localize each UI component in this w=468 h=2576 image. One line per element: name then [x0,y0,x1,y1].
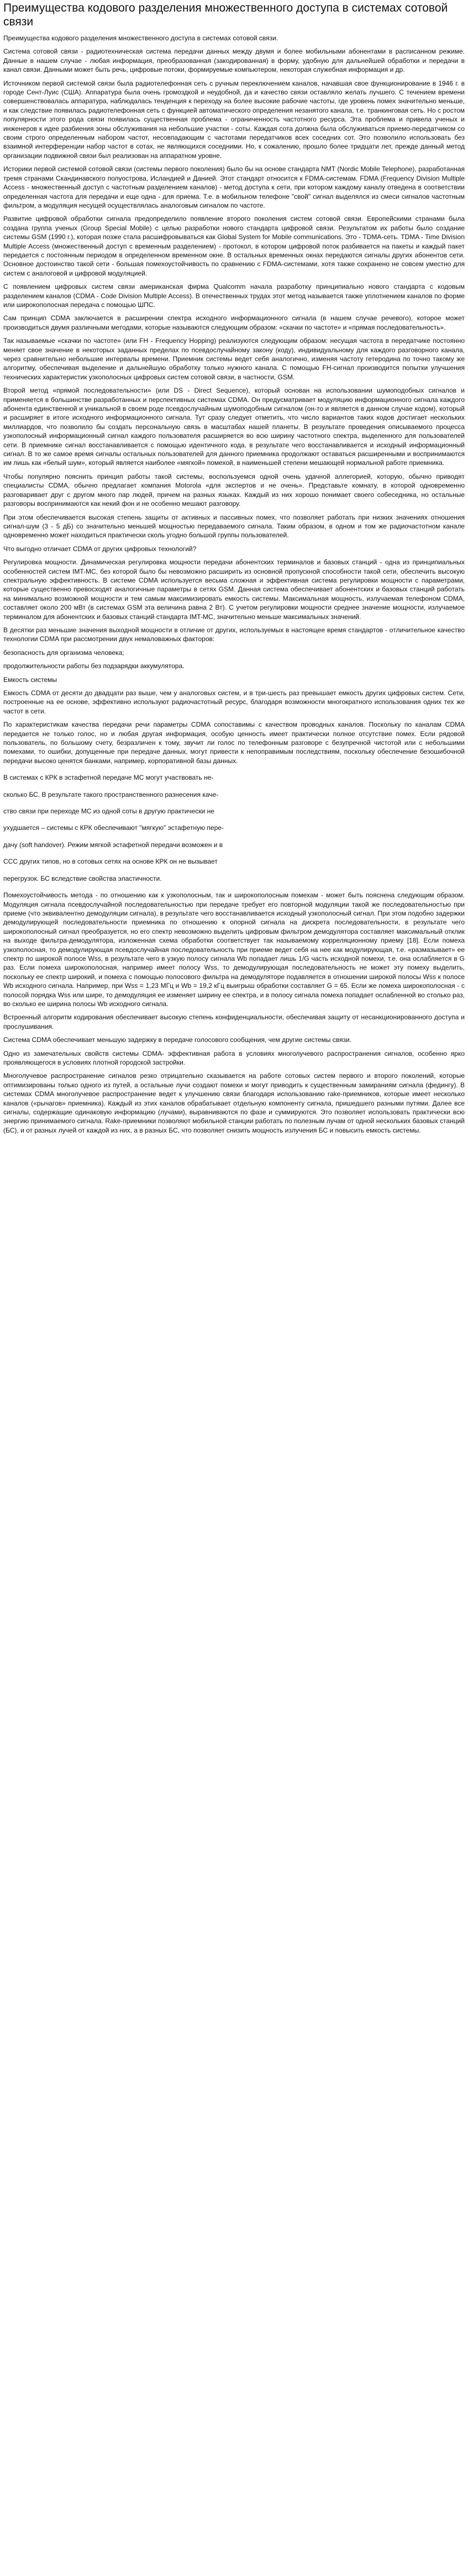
paragraph: Система сотовой связи - радиотехническая система передачи данных между двумя и более мобильными абонентами в расписанном режиме. Данные в нашем случае - любая информация, преобразованная (закодированная) в форму, удобную для дальнейшей обработки и передачи в канал связи. Данными может быть речь, цифровые потоки, формируемые компьютером, некоторая служебная информация и др. [3,47,465,74]
paragraph: Встроенный алгоритм кодирования обеспечивает высокую степень конфиденциальности, обеспечивая защиту от несанкционированного доступа и прослушивания. [3,1013,465,1030]
paragraph: Источником первой системой связи была радиотелефонная сеть с ручным переключением каналов, начавшая свое функционирование в 1946 г. в городе Сент-Луис (США). Аппаратура была очень громоздкой и неудобной, да и качество связи оставляло желать лучшего. С течением времени совершенствовалась аппаратура, наблюдалась тенденция к переходу на более высокие рабочие частоты, где уровень помех значительно меньше, и как следствие появилась радиотелефонная сеть с функцией автоматического определения незанятого канала, т.е. транкинговая сеть. Но с ростом популярности этого рода связи появилась существенная проблема - ограниченность частотного ресурса. Эта проблема и привела ученых и инженеров к идее разбиения зоны обслуживания на небольшие участки - соты. Каждая сота должна была обслуживаться приемо-передатчиком со своим строго определенным набором частот, несовпадающим с частотами передатчиков всех соседних сот. Это позволило использовать без взаимной интерференции набор частот в сотах, не являющихся соседними. Но, к сожалению, прошло более тридцати лет, прежде данный метод организации подвижной связи был реализован на аппаратном уровне. [3,79,465,160]
paragraph: Емкость CDMA от десяти до двадцати раз выше, чем у аналоговых систем, и в три-шесть раз превышает емкость других цифровых систем. Сети, построенные на ее основе, эффективно используют радиочастотный ресурс, благодаря возможности многократного использования одних тех же частот в сети. [3,689,465,715]
paragraph: Многолучевое распространение сигналов резко отрицательно сказывается на работе сотовых систем первого и второго поколений, которые оптимизированы только одного из путей, а остальные лучи создают помехи и могут приводить к существенным замираниям сигнала (федингу). В системах CDMA многолучевое распространение ведет к улучшению связи благодаря использованию rake-приемников, которые имеет несколько каналов («рычагов» приемника). Каждый из этих каналов обрабатывает отдельную компоненту сигнала, пришедшего разными путями. Далее все сигналы, содержащие одинаковую информацию (лучами), выравниваются по фазе и суммируются. Это позволяет использовать практически всю энергию принимаемого сигнала. Rake-приемники позволяют мобильной станции работать по полезным лучам от одной нескольких базовых станций (БС), и от разных лучей от каждой из них, а в разных БС, что позволяет снизить мощность излучения БС и повысить емкость системы. [3,1072,465,1134]
paragraph: Регулировка мощности. Динамическая регулировка мощности передачи абонентских терминалов и базовых станций - одна из принципиальных особенностей систем IMT-MC, без которой было бы невозможно расширить из основной пропускной способности такой сети, обеспечить высокую спектральную эффективность. В системе CDMA используется весьма сложная и эффективная система регулировки мощности с параметрами, которые существенно превосходят аналогичные параметры в сетях GSM. Данная система обеспечивает абонентских и базовых станций работать на минимально возможной мощности и тем самым максимизировать емкость системы. Максимальная мощность, излучаемая телефоном CDMA, составляет около 200 мВт (в системах GSM эта величина равна 2 Вт). С учетом регулировки мощности среднее значение мощности, излучаемое терминалом для абонентских и базовых станций стандарта IMT-MC, значительно меньше максимальных значений. [3,558,465,621]
section-heading: Емкость системы [3,675,57,684]
article-body [3,34,465,1135]
paragraph: Сам принцип CDMA заключается в расширении спектра исходного информационного сигнала (в нашем случае речевого), которое может производиться двумя различными методами, которые называются следующим образом: «скачки по частоте» и «прямая последовательность». [3,314,465,331]
paragraph: Второй метод «прямой последовательности» (или DS - Direct Sequence), который основан на использовании шумоподобных сигналов и применяется в большинстве разработанных и перспективных системах CDMA. Он предусматривает модуляцию информационного сигнала каждого абонента единственной и уникальной в своем роде псевдослучайным шумоподобным сигналом (он-то и является в данном случае кодом), который и расширяет в итоге исходного информационного сигнала. Тут сразу следует отметить, что число вариантов таких кодов достигает нескольких миллиардов, что позволило бы создать персональную связь в масштабах нашей планеты. В результате проведения описываемого процесса узкополосный информационный сигнал каждого пользователя расширяется во всю ширину частотного спектра, выделенного для пользователей сети. В приемнике сигнал восстанавливается с помощью идентичного кода, в результате чего восстанавливается и исходный информационный сигнал. В то же самое время сигналы остальных пользователей для данного приемника продолжают оставаться расширенными и воспринимаются им лишь как «белый шум», который является наиболее «мягкой» помехой, в наименьшей степени мешающей нормальной работе приемника. [3,387,465,467]
paragraph: Так называемые «скачки по частоте» (или FH - Frequency Hopping) реализуются следующим образом: несущая частота в передатчике постоянно меняет свое значение в некоторых заданных пределах по псевдослучайному закону (коду), индивидуальному для каждого разговорного канала, через сравнительно небольшие интервалы времени. Приемник системы ведет себя аналогично, изменяя частоту гетеродина по точно такому же алгоритму, обеспечивая выделение и дальнейшую обработку только нужного канала. С помощью FH-сигнал производится попытки улучшения технических характеристик узкополосных цифровых систем сотовой связи, в частности, GSM. [3,337,465,381]
article-title: Преимущества кодового разделения множественного доступа в системах сотовой связи [3,2,448,28]
text-line: ССС других типов, но в сотовых сетях на основе КРК он не вызывает [3,858,218,866]
paragraph: Развитие цифровой обработки сигнала предопределило появление второго поколения систем сотовой связи. Европейскими странами была создана группа ученых (Group Special Mobile) с целью разработки нового стандарта цифровой связи. Результатом их работы было создание системы GSM (1990 г.), которая позже стала расшифровываться как Global System for Mobile communications. Это - TDMA-сеть. TDMA - Time Division Multiple Access (множественный доступ с временным разделением) - протокол, в котором цифровой поток разбивается на пакеты и каждый пакет передается с постоянным периодом в определенном временном окне. В остальных временных окнах передаются сигналы других абонентов сети. Основное достоинство такой сети - большая помехоустойчивость по сравнению с FDMA-системами, хотя также сохранено не совсем уместно для систем с аналоговой и цифровой модуляцией. [3,215,465,277]
paragraph: Система CDMA обеспечивает меньшую задержку в передаче голосового сообщения, чем другие системы связи. [3,1036,351,1044]
text-line: ство связи при переходе МС из одной соты в другую практически не [3,807,214,816]
paragraph: По характеристикам качества передачи речи параметры CDMA сопоставимы с качеством проводных каналов. Поскольку по каналам CDMA передается не только голос, но и любая другая информация, особую ценность имеет практически полное отсутствие помех. Если рядовой пользователь, по большому счету, безразличен к тому, звучит ли голос по телефонным разговоре с безупречной чистотой или с небольшими помехами, то ошибки, допущенные при передаче данных, могут привести к непоправимым последствиям, поскольку обеспечение безошибочной передачи высоко ценятся банками, например, корпоративной базы данных. [3,721,465,765]
list-item: безопасность для организма человека; [3,648,124,657]
paragraph: Чтобы популярно пояснить принцип работы такой системы, воспользуемся одной очень удачной аллегорией, которую, обычно приводят специалисты CDMA, обычно предлагает компания Motorola «для экспертов и не очень». Представьте комнату, в которой одновременно разговаривает друг с другом много пар людей, причем на разных языках. Каждый из них хорошо понимает своего собеседника, но остальные разговоры воспринимаются как некий фон и не особенно мешают разговору. [3,472,465,508]
paragraph: Преимущества кодового разделения множественного доступа в системах сотовой связи. [3,34,278,42]
text-line: В системах с КРК в эстафетной передаче МС могут участвовать не- [3,774,214,782]
paragraph: С появлением цифровых систем связи американская фирма Qualcomm начала разработку принципиально нового стандарта с кодовым разделением каналов (CDMA - Code Division Multiple Access). В отечественных трудах этот метод называется также уплотнением каналов по форме или широкополосная передача с помощью ШПС. [3,283,465,309]
text-line: дачу (soft handover). Режим мягкой эстафетной передачи возможен и в [3,840,223,849]
paragraph: Историки первой системой сотовой связи (системы первого поколения) было бы на основе стандарта NMT (Nordic Mobile Telephone), разработанная тремя странами Скандинавского полуострова, Исландией и Данией. Этот стандарт относится к FDMA-системам. FDMA (Frequency Division Multiple Access - множественный доступ с частотным разделением каналов) - метод доступа к сети, при котором каждому каналу отведена в соответствии определенная частота для передачи и еще одна - для приема. Т.е. в мобильном телефоне "свой" сигнал выделялся из смеси сигналов частотным фильтром, а модуляция несущей осуществлялась аналоговым сигналом по частоте. [3,165,465,209]
section-question: Что выгодно отличает CDMA от других цифровых технологий? [3,544,197,553]
paragraph: Помехоустойчивость метода - по отношению как к узкополосным, так и широкополосным помехам - может быть пояснена следующим образом. Модуляция сигнала псевдослучайной последовательностью при передаче требует его повторной модуляции такой же последовательностью при приеме (что эквивалентно демодуляции сигнала), в результате чего восстанавливается исходный узкополосный сигнал. При этом подобно задержки демодулирующей последовательности приемника по отношению к опорной сигнала на дискрета последовательности, в результате чего широкополосный сигнал преобразуется, но его спектр невозможно выделить цифровым фильтром демодулятора составляет максимальный отклик на выходе фильтра-демодулятора, изложенная схема обработки соответствует так называемому корреляционному приему [18]. Если помеха узкополосная, то демодулирующая псевдослучайная последовательность при приеме ведет себя на нее как модулирующая, т.е. «размазывает» ее спектр по широкой полосе Wss, в результате чего в узкую полосу сигнала Wb попадает лишь 1/G часть исходной помехи, т.е. она ослабляется в G раз. Если помеха широкополосная, например имеет полосу Wss, то демодулирующая последовательность не может эту помеху выделить, поскольку ее спектр широкий, и помеха с помощью полосового фильтра на демодуляторе подавляется в отношении широкой полосы Wss к полосе Wb исходного сигнала. Например, при Wss = 1,23 МГц и Wb = 19,2 кГц выигрыш обработки составляет G = 65. Если же помеха широкополосная - с полосой порядка Wss или шире, то демодуляция ее изменяет ширину ее спектра, и в полосу сигнала помеха попадает ослабленной во столько раз, во сколько ее ширина полосы Wb исходного сигнала. [3,891,465,1008]
text-line: сколько БС. В результате такого пространственного разнесения каче- [3,790,219,798]
paragraph: В десятки раз меньшие значения выходной мощности в отличие от других, используемых в настоящее время стандартов - отличительное качество технологии CDMA при рассмотрении двух немаловажных факторов: [3,626,465,643]
paragraph: Одно из замечательных свойств системы CDMA- эффективная работа в условиях многолучевого распространения сигналов, особенно ярко проявляющегося в условиях плотной городской застройки. [3,1049,465,1066]
paragraph: При этом обеспечивается высокая степень защиты от активных и пассивных помех, что позволяет работать при низких значениях отношения сигнал-шум (3 - 5 дБ) со значительно меньшей мощностью передаваемого сигнала. Таким образом, в одном и том же радиочастотном канале одновременно может находиться практически сколь угодно большой группы пользователей. [3,513,465,539]
text-line: ухудшается – системы с КРК обеспечивают "мягкую" эстафетную пере- [3,824,224,832]
text-line: перегрузок. БС вследствие свойства эластичности. [3,874,162,882]
list-item: продолжительности работы без подзарядки аккумулятора. [3,662,185,670]
